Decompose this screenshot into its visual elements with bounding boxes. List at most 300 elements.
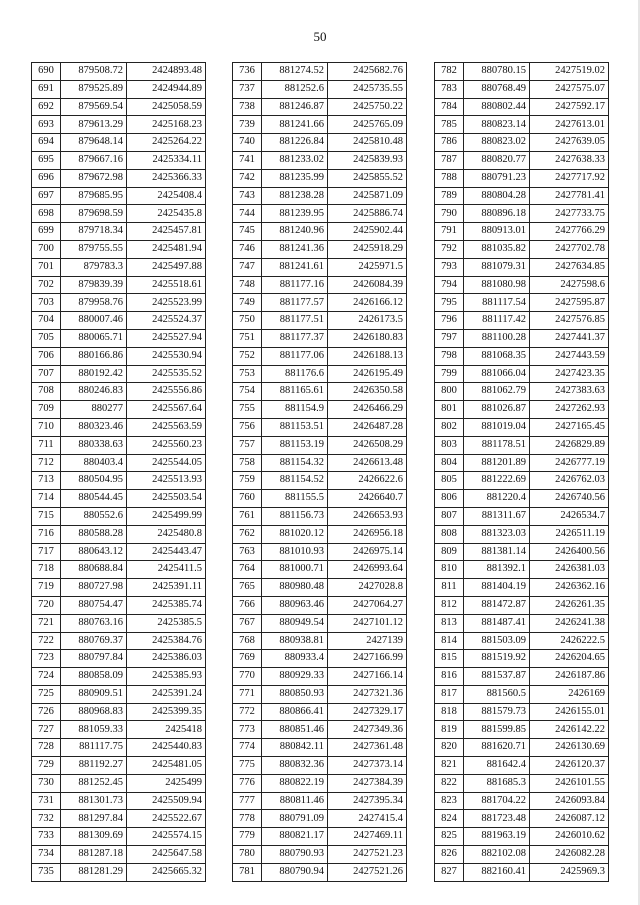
y-coordinate-cell: 2425918.29 <box>328 240 407 258</box>
y-coordinate-cell: 2425523.99 <box>127 294 206 312</box>
x-coordinate-cell: 881117.54 <box>464 294 530 312</box>
x-coordinate-cell: 879698.59 <box>61 205 127 223</box>
point-number-cell: 799 <box>435 365 464 383</box>
x-coordinate-cell: 880552.6 <box>61 507 127 525</box>
x-coordinate-cell: 880821.17 <box>262 828 328 846</box>
table-row <box>435 98 609 116</box>
point-number-cell: 787 <box>435 151 464 169</box>
y-coordinate-cell: 2425386.03 <box>127 650 206 668</box>
point-number-cell: 800 <box>435 383 464 401</box>
x-coordinate-cell: 882102.08 <box>464 846 530 864</box>
point-number-cell: 706 <box>32 347 61 365</box>
point-number-cell: 781 <box>233 863 262 881</box>
x-coordinate-cell: 879667.16 <box>61 151 127 169</box>
point-number-cell: 728 <box>32 739 61 757</box>
table-row <box>32 134 206 152</box>
point-number-cell: 740 <box>233 134 262 152</box>
x-coordinate-cell: 880791.09 <box>262 810 328 828</box>
x-coordinate-cell: 881117.75 <box>61 739 127 757</box>
y-coordinate-cell: 2426975.14 <box>328 543 407 561</box>
point-number-cell: 811 <box>435 579 464 597</box>
point-number-cell: 700 <box>32 240 61 258</box>
table-row <box>233 561 407 579</box>
x-coordinate-cell: 880277 <box>61 401 127 419</box>
y-coordinate-cell: 2425530.94 <box>127 347 206 365</box>
x-coordinate-cell: 880842.11 <box>262 739 328 757</box>
x-coordinate-cell: 881178.51 <box>464 436 530 454</box>
y-coordinate-cell: 2425902.44 <box>328 223 407 241</box>
x-coordinate-cell: 881311.67 <box>464 507 530 525</box>
y-coordinate-cell: 2425810.48 <box>328 134 407 152</box>
point-number-cell: 739 <box>233 116 262 134</box>
y-coordinate-cell: 2427613.01 <box>530 116 609 134</box>
table-row <box>32 596 206 614</box>
y-coordinate-cell: 2427575.07 <box>530 80 609 98</box>
x-coordinate-cell: 881154.32 <box>262 454 328 472</box>
y-coordinate-cell: 2426762.03 <box>530 472 609 490</box>
y-coordinate-cell: 2426142.22 <box>530 721 609 739</box>
x-coordinate-cell: 881301.73 <box>61 792 127 810</box>
y-coordinate-cell: 2425481.94 <box>127 240 206 258</box>
table-row <box>32 739 206 757</box>
table-row <box>233 134 407 152</box>
y-coordinate-cell: 2425499 <box>127 774 206 792</box>
point-number-cell: 808 <box>435 525 464 543</box>
x-coordinate-cell: 879718.34 <box>61 223 127 241</box>
point-number-cell: 743 <box>233 187 262 205</box>
point-number-cell: 805 <box>435 472 464 490</box>
point-number-cell: 791 <box>435 223 464 241</box>
x-coordinate-cell: 881155.5 <box>262 490 328 508</box>
point-number-cell: 768 <box>233 632 262 650</box>
x-coordinate-cell: 881723.48 <box>464 810 530 828</box>
table-row <box>32 401 206 419</box>
y-coordinate-cell: 2425264.22 <box>127 134 206 152</box>
x-coordinate-cell: 880832.36 <box>262 757 328 775</box>
y-coordinate-cell: 2427383.63 <box>530 383 609 401</box>
y-coordinate-cell: 2426381.03 <box>530 561 609 579</box>
y-coordinate-cell: 2427361.48 <box>328 739 407 757</box>
x-coordinate-cell: 881503.09 <box>464 632 530 650</box>
x-coordinate-cell: 880338.63 <box>61 436 127 454</box>
point-number-cell: 753 <box>233 365 262 383</box>
point-number-cell: 725 <box>32 685 61 703</box>
x-coordinate-cell: 880963.46 <box>262 596 328 614</box>
y-coordinate-cell: 2426241.38 <box>530 614 609 632</box>
y-coordinate-cell: 2426188.13 <box>328 347 407 365</box>
x-coordinate-cell: 880949.54 <box>262 614 328 632</box>
point-number-cell: 709 <box>32 401 61 419</box>
y-coordinate-cell: 2425503.54 <box>127 490 206 508</box>
y-coordinate-cell: 2425556.86 <box>127 383 206 401</box>
x-coordinate-cell: 879839.39 <box>61 276 127 294</box>
point-number-cell: 723 <box>32 650 61 668</box>
table-row <box>233 187 407 205</box>
x-coordinate-cell: 880192.42 <box>61 365 127 383</box>
y-coordinate-cell: 2425535.52 <box>127 365 206 383</box>
table-row <box>32 525 206 543</box>
table-row <box>435 151 609 169</box>
x-coordinate-cell: 880823.14 <box>464 116 530 134</box>
x-coordinate-cell: 881068.35 <box>464 347 530 365</box>
table-row <box>435 596 609 614</box>
point-number-cell: 771 <box>233 685 262 703</box>
point-number-cell: 780 <box>233 846 262 864</box>
x-coordinate-cell: 881472.87 <box>464 596 530 614</box>
point-number-cell: 701 <box>32 258 61 276</box>
y-coordinate-cell: 2426956.18 <box>328 525 407 543</box>
point-number-cell: 782 <box>435 63 464 81</box>
table-row <box>32 863 206 881</box>
point-number-cell: 730 <box>32 774 61 792</box>
y-coordinate-cell: 2425391.11 <box>127 579 206 597</box>
table-row <box>32 507 206 525</box>
point-number-cell: 729 <box>32 757 61 775</box>
x-coordinate-cell: 881010.93 <box>262 543 328 561</box>
y-coordinate-cell: 2426222.5 <box>530 632 609 650</box>
table-row <box>435 436 609 454</box>
table-row <box>435 454 609 472</box>
x-coordinate-cell: 881153.19 <box>262 436 328 454</box>
x-coordinate-cell: 881026.87 <box>464 401 530 419</box>
table-row <box>435 739 609 757</box>
table-row <box>32 169 206 187</box>
y-coordinate-cell: 2425443.47 <box>127 543 206 561</box>
y-coordinate-cell: 2427634.85 <box>530 258 609 276</box>
table-row <box>32 205 206 223</box>
table-row <box>233 80 407 98</box>
table-row <box>233 846 407 864</box>
y-coordinate-cell: 2425399.35 <box>127 703 206 721</box>
y-coordinate-cell: 2425969.3 <box>530 863 609 881</box>
x-coordinate-cell: 880938.81 <box>262 632 328 650</box>
x-coordinate-cell: 880065.71 <box>61 329 127 347</box>
point-number-cell: 757 <box>233 436 262 454</box>
y-coordinate-cell: 2426534.7 <box>530 507 609 525</box>
y-coordinate-cell: 2426993.64 <box>328 561 407 579</box>
x-coordinate-cell: 880866.41 <box>262 703 328 721</box>
x-coordinate-cell: 880804.28 <box>464 187 530 205</box>
x-coordinate-cell: 880929.33 <box>262 668 328 686</box>
x-coordinate-cell: 881062.79 <box>464 383 530 401</box>
point-number-cell: 697 <box>32 187 61 205</box>
table-row <box>233 365 407 383</box>
y-coordinate-cell: 2425560.23 <box>127 436 206 454</box>
table-row <box>435 507 609 525</box>
y-coordinate-cell: 2426130.69 <box>530 739 609 757</box>
table-row <box>32 347 206 365</box>
y-coordinate-cell: 2427349.36 <box>328 721 407 739</box>
y-coordinate-cell: 2426400.56 <box>530 543 609 561</box>
x-coordinate-cell: 881153.51 <box>262 418 328 436</box>
x-coordinate-cell: 880504.95 <box>61 472 127 490</box>
y-coordinate-cell: 2425839.93 <box>328 151 407 169</box>
table-row <box>435 846 609 864</box>
table-row <box>435 863 609 881</box>
x-coordinate-cell: 879755.55 <box>61 240 127 258</box>
x-coordinate-cell: 882160.41 <box>464 863 530 881</box>
y-coordinate-cell: 2427443.59 <box>530 347 609 365</box>
y-coordinate-cell: 2426204.65 <box>530 650 609 668</box>
table-row <box>233 205 407 223</box>
y-coordinate-cell: 2425385.5 <box>127 614 206 632</box>
table-row <box>435 614 609 632</box>
x-coordinate-cell: 881177.37 <box>262 329 328 347</box>
y-coordinate-cell: 2427598.6 <box>530 276 609 294</box>
table-row <box>435 276 609 294</box>
point-number-cell: 825 <box>435 828 464 846</box>
x-coordinate-cell: 880968.83 <box>61 703 127 721</box>
table-row <box>233 98 407 116</box>
table-row <box>435 329 609 347</box>
table-row <box>435 169 609 187</box>
point-number-cell: 807 <box>435 507 464 525</box>
point-number-cell: 790 <box>435 205 464 223</box>
table-row <box>233 507 407 525</box>
x-coordinate-cell: 880858.09 <box>61 668 127 686</box>
x-coordinate-cell: 880544.45 <box>61 490 127 508</box>
y-coordinate-cell: 2427166.14 <box>328 668 407 686</box>
table-row <box>233 774 407 792</box>
x-coordinate-cell: 881392.1 <box>464 561 530 579</box>
y-coordinate-cell: 2426640.7 <box>328 490 407 508</box>
y-coordinate-cell: 2425497.88 <box>127 258 206 276</box>
point-number-cell: 699 <box>32 223 61 241</box>
point-number-cell: 708 <box>32 383 61 401</box>
table-row <box>32 294 206 312</box>
table-row <box>233 472 407 490</box>
x-coordinate-cell: 881704.22 <box>464 792 530 810</box>
point-number-cell: 719 <box>32 579 61 597</box>
x-coordinate-cell: 880791.23 <box>464 169 530 187</box>
y-coordinate-cell: 2427702.78 <box>530 240 609 258</box>
point-number-cell: 751 <box>233 329 262 347</box>
table-row <box>435 365 609 383</box>
point-number-cell: 716 <box>32 525 61 543</box>
table-row <box>435 579 609 597</box>
x-coordinate-cell: 881599.85 <box>464 721 530 739</box>
point-number-cell: 714 <box>32 490 61 508</box>
y-coordinate-cell: 2425481.05 <box>127 757 206 775</box>
table-row <box>32 721 206 739</box>
x-coordinate-cell: 881000.71 <box>262 561 328 579</box>
point-number-cell: 798 <box>435 347 464 365</box>
point-number-cell: 760 <box>233 490 262 508</box>
y-coordinate-cell: 2426169 <box>530 685 609 703</box>
table-row <box>32 757 206 775</box>
point-number-cell: 783 <box>435 80 464 98</box>
y-coordinate-cell: 2424893.48 <box>127 63 206 81</box>
table-row <box>233 792 407 810</box>
table-row <box>32 436 206 454</box>
table-row <box>435 703 609 721</box>
point-number-cell: 750 <box>233 312 262 330</box>
table-row <box>32 365 206 383</box>
y-coordinate-cell: 2425971.5 <box>328 258 407 276</box>
table-row <box>435 632 609 650</box>
x-coordinate-cell: 881066.04 <box>464 365 530 383</box>
x-coordinate-cell: 881281.29 <box>61 863 127 881</box>
table-row <box>32 810 206 828</box>
x-coordinate-cell: 881297.84 <box>61 810 127 828</box>
table-row <box>32 80 206 98</box>
x-coordinate-cell: 879672.98 <box>61 169 127 187</box>
point-number-cell: 826 <box>435 846 464 864</box>
y-coordinate-cell: 2425418 <box>127 721 206 739</box>
table-row <box>32 98 206 116</box>
x-coordinate-cell: 880763.16 <box>61 614 127 632</box>
x-coordinate-cell: 881642.4 <box>464 757 530 775</box>
y-coordinate-cell: 2426155.01 <box>530 703 609 721</box>
y-coordinate-cell: 2427415.4 <box>328 810 407 828</box>
table-row <box>233 614 407 632</box>
y-coordinate-cell: 2425682.76 <box>328 63 407 81</box>
y-coordinate-cell: 2426508.29 <box>328 436 407 454</box>
point-number-cell: 718 <box>32 561 61 579</box>
table-row <box>32 63 206 81</box>
point-number-cell: 758 <box>233 454 262 472</box>
y-coordinate-cell: 2426511.19 <box>530 525 609 543</box>
y-coordinate-cell: 2425385.93 <box>127 668 206 686</box>
x-coordinate-cell: 880007.46 <box>61 312 127 330</box>
y-coordinate-cell: 2427781.41 <box>530 187 609 205</box>
y-coordinate-cell: 2427395.34 <box>328 792 407 810</box>
y-coordinate-cell: 2427639.05 <box>530 134 609 152</box>
x-coordinate-cell: 880790.94 <box>262 863 328 881</box>
table-row <box>233 258 407 276</box>
table-row <box>233 721 407 739</box>
x-coordinate-cell: 880980.48 <box>262 579 328 597</box>
x-coordinate-cell: 881323.03 <box>464 525 530 543</box>
point-number-cell: 810 <box>435 561 464 579</box>
point-number-cell: 824 <box>435 810 464 828</box>
y-coordinate-cell: 2426777.19 <box>530 454 609 472</box>
point-number-cell: 734 <box>32 846 61 864</box>
table-row <box>32 383 206 401</box>
table-row <box>435 383 609 401</box>
point-number-cell: 767 <box>233 614 262 632</box>
table-row <box>32 561 206 579</box>
y-coordinate-cell: 2425735.55 <box>328 80 407 98</box>
point-number-cell: 806 <box>435 490 464 508</box>
y-coordinate-cell: 2425886.74 <box>328 205 407 223</box>
x-coordinate-cell: 881252.45 <box>61 774 127 792</box>
y-coordinate-cell: 2426082.28 <box>530 846 609 864</box>
x-coordinate-cell: 880790.93 <box>262 846 328 864</box>
table-row <box>435 187 609 205</box>
x-coordinate-cell: 881381.14 <box>464 543 530 561</box>
x-coordinate-cell: 881154.9 <box>262 401 328 419</box>
x-coordinate-cell: 879958.76 <box>61 294 127 312</box>
y-coordinate-cell: 2426010.62 <box>530 828 609 846</box>
point-number-cell: 815 <box>435 650 464 668</box>
point-number-cell: 744 <box>233 205 262 223</box>
point-number-cell: 738 <box>233 98 262 116</box>
point-number-cell: 776 <box>233 774 262 792</box>
table-row <box>435 490 609 508</box>
x-coordinate-cell: 881201.89 <box>464 454 530 472</box>
x-coordinate-cell: 880769.37 <box>61 632 127 650</box>
x-coordinate-cell: 881241.61 <box>262 258 328 276</box>
point-number-cell: 741 <box>233 151 262 169</box>
table-row <box>435 401 609 419</box>
x-coordinate-cell: 881020.12 <box>262 525 328 543</box>
point-number-cell: 759 <box>233 472 262 490</box>
point-number-cell: 755 <box>233 401 262 419</box>
point-number-cell: 785 <box>435 116 464 134</box>
point-number-cell: 794 <box>435 276 464 294</box>
y-coordinate-cell: 2427733.75 <box>530 205 609 223</box>
point-number-cell: 722 <box>32 632 61 650</box>
table-row <box>435 757 609 775</box>
x-coordinate-cell: 880403.4 <box>61 454 127 472</box>
table-row <box>435 418 609 436</box>
point-number-cell: 778 <box>233 810 262 828</box>
x-coordinate-cell: 881246.87 <box>262 98 328 116</box>
x-coordinate-cell: 879508.72 <box>61 63 127 81</box>
x-coordinate-cell: 881963.19 <box>464 828 530 846</box>
y-coordinate-cell: 2426653.93 <box>328 507 407 525</box>
x-coordinate-cell: 880933.4 <box>262 650 328 668</box>
y-coordinate-cell: 2425524.37 <box>127 312 206 330</box>
y-coordinate-cell: 2427766.29 <box>530 223 609 241</box>
point-number-cell: 821 <box>435 757 464 775</box>
table-row <box>233 739 407 757</box>
table-row <box>32 329 206 347</box>
point-number-cell: 797 <box>435 329 464 347</box>
table-row <box>233 632 407 650</box>
coordinate-table-1 <box>31 62 206 882</box>
x-coordinate-cell: 879525.89 <box>61 80 127 98</box>
table-row <box>435 543 609 561</box>
table-row <box>435 525 609 543</box>
point-number-cell: 691 <box>32 80 61 98</box>
x-coordinate-cell: 879569.54 <box>61 98 127 116</box>
table-row <box>32 276 206 294</box>
y-coordinate-cell: 2425518.61 <box>127 276 206 294</box>
table-row <box>435 294 609 312</box>
x-coordinate-cell: 881239.95 <box>262 205 328 223</box>
table-row <box>233 347 407 365</box>
table-row <box>233 525 407 543</box>
point-number-cell: 774 <box>233 739 262 757</box>
point-number-cell: 775 <box>233 757 262 775</box>
x-coordinate-cell: 879783.3 <box>61 258 127 276</box>
x-coordinate-cell: 881220.4 <box>464 490 530 508</box>
y-coordinate-cell: 2427423.35 <box>530 365 609 383</box>
y-coordinate-cell: 2425411.5 <box>127 561 206 579</box>
x-coordinate-cell: 880780.15 <box>464 63 530 81</box>
table-row <box>32 454 206 472</box>
table-row <box>32 668 206 686</box>
table-row <box>233 863 407 881</box>
y-coordinate-cell: 2427521.23 <box>328 846 407 864</box>
point-number-cell: 796 <box>435 312 464 330</box>
point-number-cell: 777 <box>233 792 262 810</box>
point-number-cell: 733 <box>32 828 61 846</box>
x-coordinate-cell: 881537.87 <box>464 668 530 686</box>
point-number-cell: 819 <box>435 721 464 739</box>
point-number-cell: 737 <box>233 80 262 98</box>
y-coordinate-cell: 2425480.8 <box>127 525 206 543</box>
x-coordinate-cell: 880822.19 <box>262 774 328 792</box>
table-row <box>233 63 407 81</box>
point-number-cell: 690 <box>32 63 61 81</box>
x-coordinate-cell: 879685.95 <box>61 187 127 205</box>
table-row <box>32 579 206 597</box>
x-coordinate-cell: 880166.86 <box>61 347 127 365</box>
y-coordinate-cell: 2425457.81 <box>127 223 206 241</box>
